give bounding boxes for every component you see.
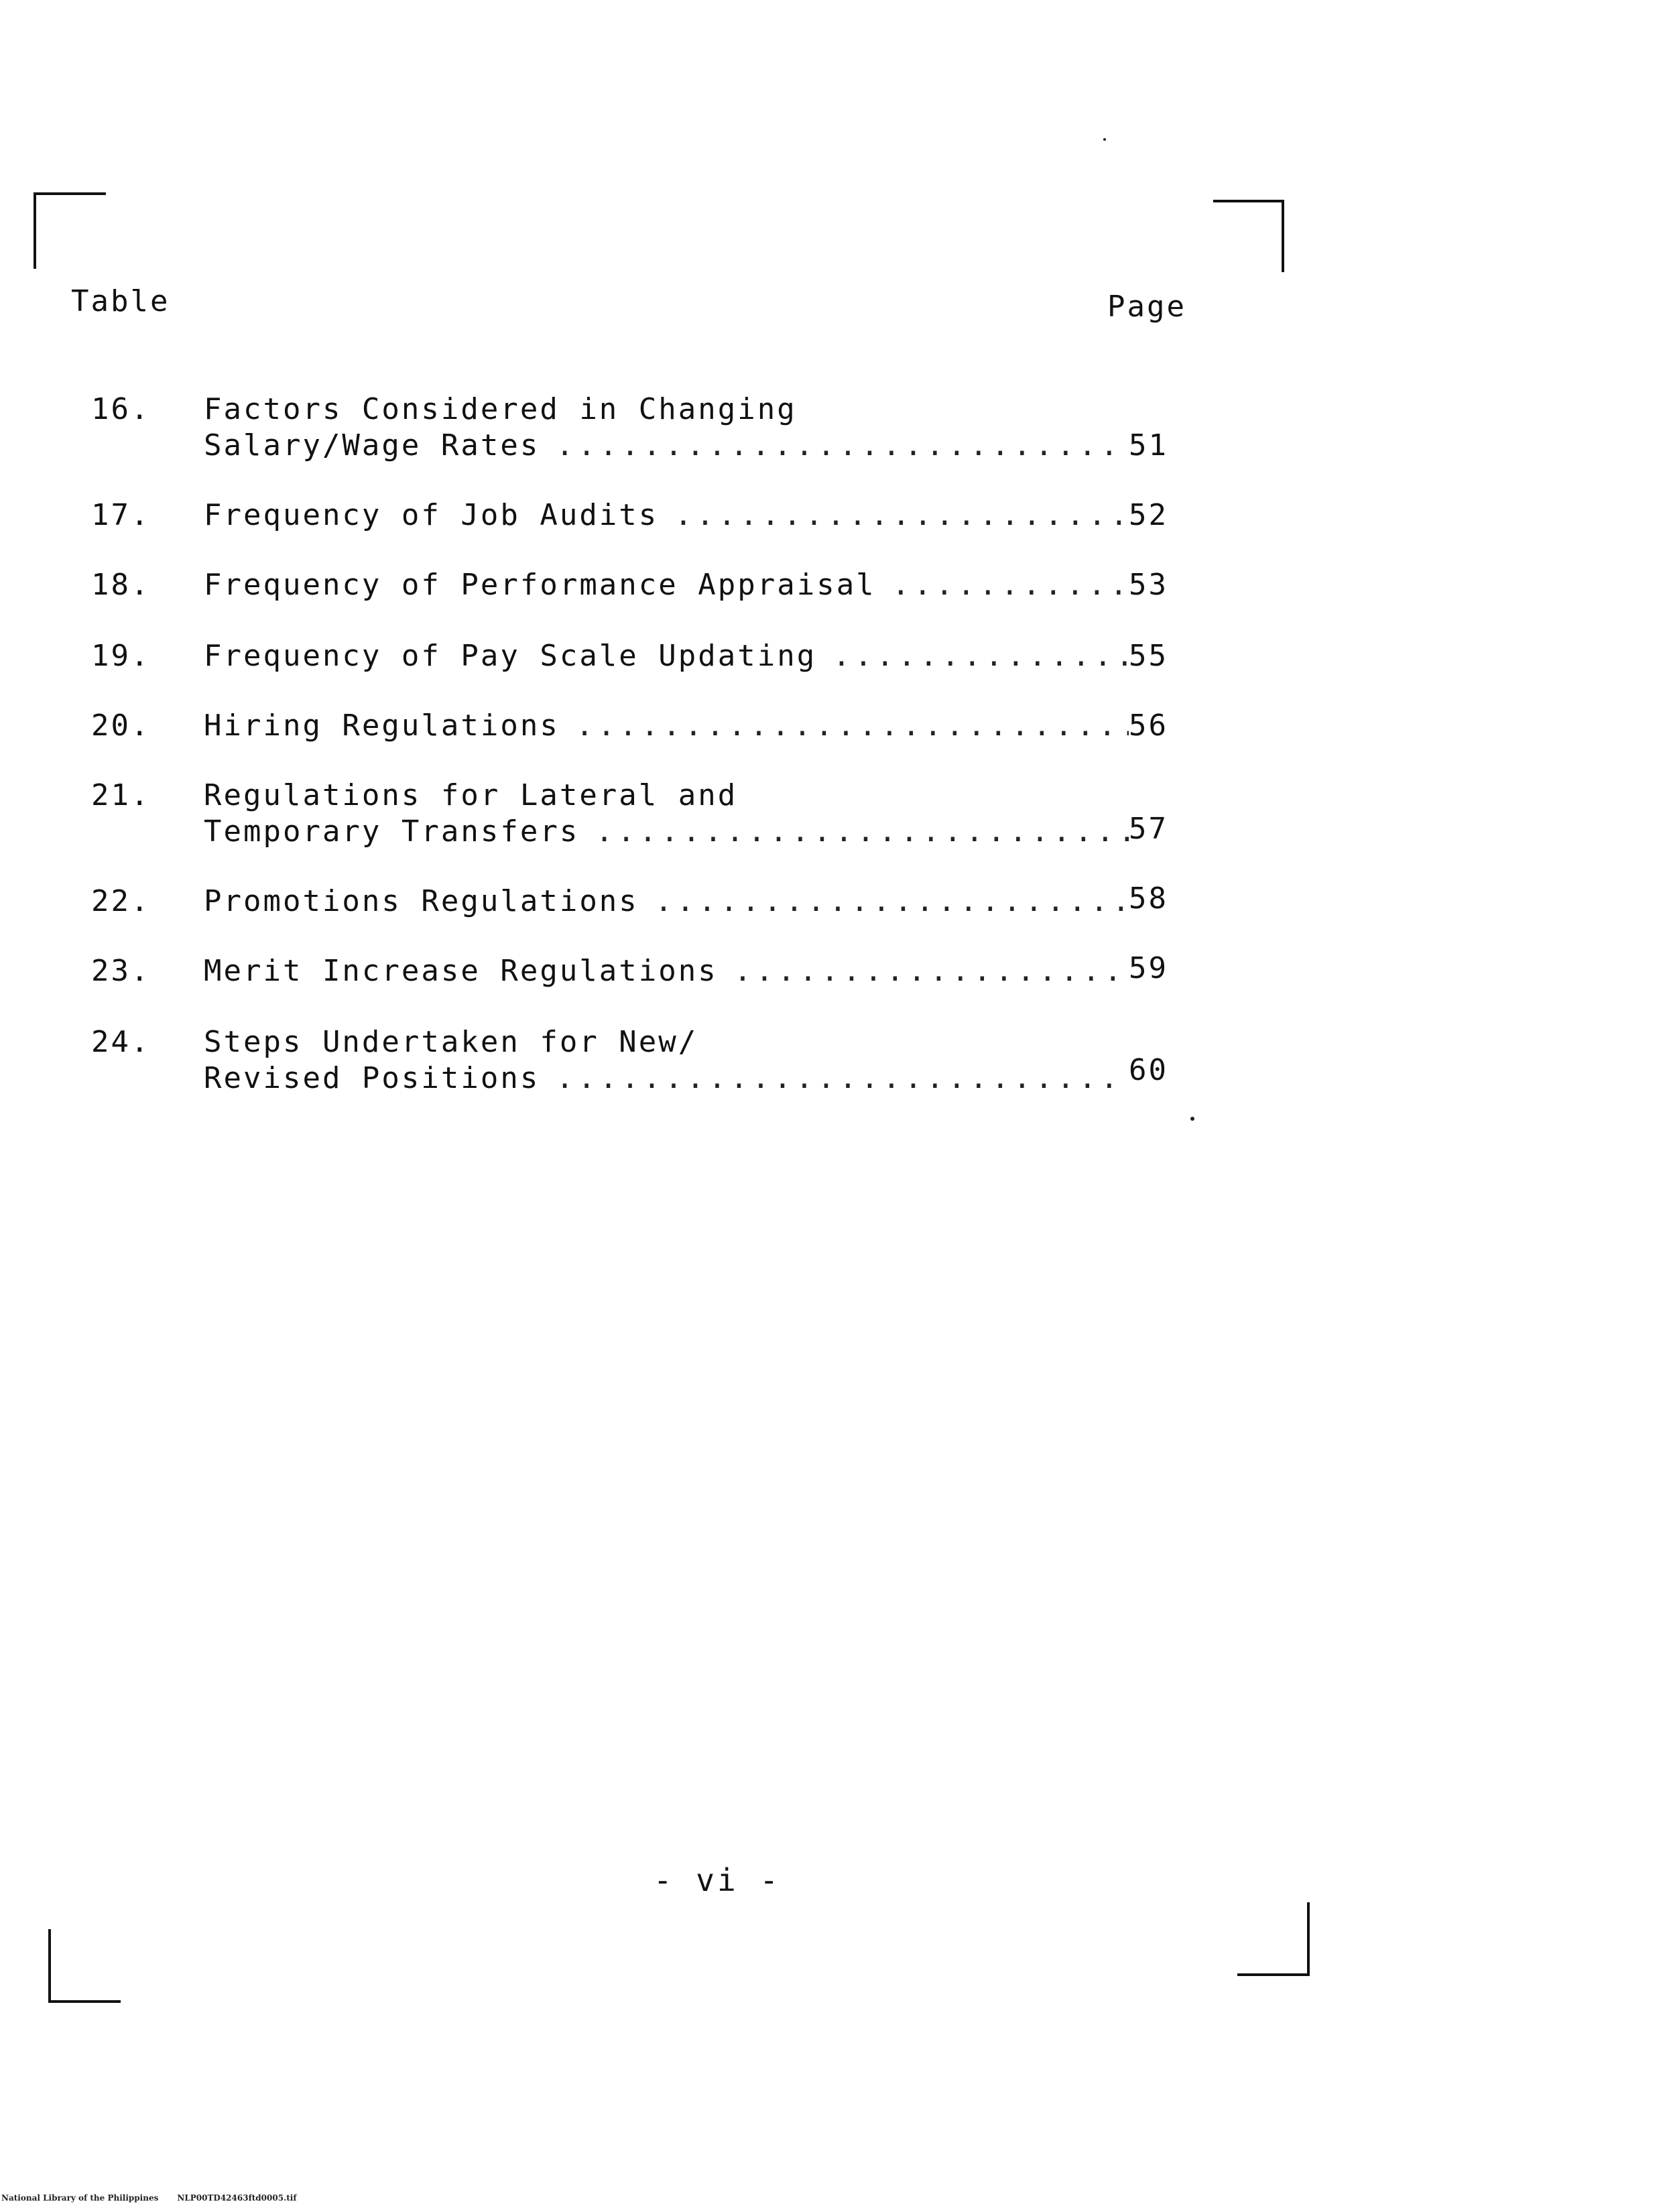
title-line: Temporary Transfers [204, 814, 580, 849]
list-item [91, 778, 1190, 851]
dot-leader [595, 814, 1129, 850]
table-title [204, 638, 1129, 674]
table-number: 22. [91, 884, 151, 918]
crop-mark-top-right [1213, 200, 1284, 272]
title-line: Frequency of Job Audits [204, 498, 659, 532]
page-number: 52 [1129, 498, 1168, 532]
table-number: 21. [91, 778, 151, 812]
page-number: 60 [1129, 1053, 1168, 1087]
title-line: Steps Undertaken for New/ [204, 1025, 698, 1059]
table-number: 16. [91, 392, 151, 426]
list-item [91, 497, 1190, 535]
title-line: Frequency of Pay Scale Updating [204, 639, 817, 673]
title-line: Merit Increase Regulations [204, 954, 718, 988]
list-item [91, 638, 1190, 676]
table-number: 20. [91, 709, 151, 743]
table-title [204, 1024, 1129, 1097]
table-title [204, 391, 1129, 464]
page-number: 51 [1129, 428, 1168, 463]
table-number: 18. [91, 568, 151, 602]
title-line: Frequency of Performance Appraisal [204, 568, 876, 602]
dot-leader [734, 953, 1129, 989]
page-column-heading: Page [1107, 290, 1186, 324]
table-title [204, 778, 1129, 850]
dot-leader [655, 883, 1129, 920]
scan-speck [1190, 1117, 1194, 1121]
list-item [91, 883, 1190, 921]
dot-leader [674, 497, 1129, 534]
title-line: Salary/Wage Rates [204, 428, 540, 463]
list-item [91, 567, 1190, 605]
page-number: 55 [1129, 639, 1168, 673]
title-line: Hiring Regulations [204, 709, 560, 743]
table-title [204, 953, 1129, 989]
page-number: 56 [1129, 709, 1168, 743]
page-number: 58 [1129, 881, 1168, 916]
scan-speck [1103, 138, 1106, 141]
page-folio: - vi - [653, 1862, 782, 1898]
scan-footer [1, 2193, 297, 2203]
list-item [91, 708, 1190, 745]
title-line: Revised Positions [204, 1061, 540, 1095]
table-title [204, 567, 1129, 603]
footer-file: NLP00TD42463ftd0005.tif [177, 2193, 297, 2203]
title-line: Promotions Regulations [204, 884, 639, 918]
list-item [91, 953, 1190, 991]
crop-mark-top-left [34, 192, 106, 269]
table-title [204, 883, 1129, 920]
table-column-heading: Table [71, 284, 170, 318]
dot-leader [556, 1060, 1129, 1097]
title-line: Regulations for Lateral and [204, 778, 738, 812]
title-line: Factors Considered in Changing [204, 392, 797, 426]
dot-leader [892, 567, 1129, 603]
page-number: 53 [1129, 568, 1168, 602]
table-number: 23. [91, 954, 151, 988]
dot-leader [556, 428, 1129, 464]
footer-library: National Library of the Philippines [1, 2193, 159, 2203]
crop-mark-bottom-left [48, 1929, 121, 2003]
table-number: 17. [91, 498, 151, 532]
list-item [91, 1024, 1190, 1098]
dot-leader [576, 708, 1129, 744]
crop-mark-bottom-right [1237, 1902, 1310, 1976]
list-item [91, 391, 1190, 465]
table-title [204, 497, 1129, 534]
table-number: 19. [91, 639, 151, 673]
table-title [204, 708, 1129, 744]
table-number: 24. [91, 1025, 151, 1059]
page-number: 59 [1129, 951, 1168, 985]
page-number: 57 [1129, 812, 1168, 846]
dot-leader [832, 638, 1129, 674]
